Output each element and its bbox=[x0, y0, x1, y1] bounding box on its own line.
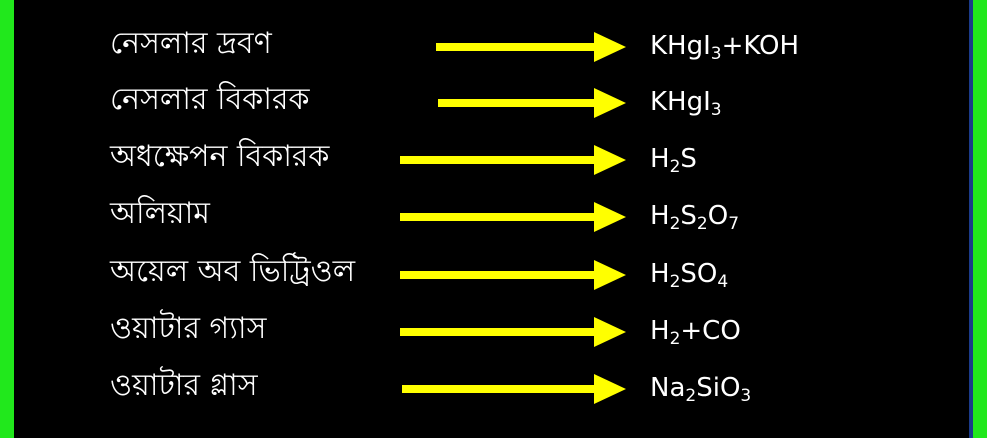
formula-label: $H_2+CO$ bbox=[650, 316, 741, 349]
list-item bbox=[0, 246, 987, 302]
arrow-right-icon bbox=[438, 88, 626, 118]
arrow-right-icon bbox=[436, 32, 626, 62]
list-item bbox=[0, 74, 987, 130]
list-item bbox=[0, 131, 987, 187]
arrow-right-icon bbox=[400, 202, 626, 232]
formula-label: KHgI$_3$+KOH bbox=[650, 31, 800, 64]
arrow-right-icon bbox=[400, 145, 626, 175]
formula-label: $H_2SO_4$ bbox=[650, 259, 729, 292]
term-label: ওয়াটার গ্যাস bbox=[110, 311, 267, 346]
formula-label: $H_2S_2O_7$ bbox=[650, 201, 740, 234]
term-label: অয়েল অব ভিট্রিওল bbox=[110, 254, 356, 289]
term-label: অলিয়াম bbox=[110, 196, 210, 231]
term-label: ওয়াটার গ্লাস bbox=[110, 368, 258, 403]
formula-label: KHgI$_3$ bbox=[650, 87, 722, 120]
term-label: নেসলার দ্রবণ bbox=[110, 26, 272, 61]
formula-label: $H_2S$ bbox=[650, 144, 697, 177]
term-label: নেসলার বিকারক bbox=[110, 82, 310, 117]
list-item bbox=[0, 360, 987, 416]
formula-label: $Na_2SiO_3$ bbox=[650, 373, 752, 406]
list-item bbox=[0, 18, 987, 74]
list-item bbox=[0, 188, 987, 244]
arrow-right-icon bbox=[402, 374, 626, 404]
term-label: অধক্ষেপন বিকারক bbox=[110, 139, 330, 174]
arrow-right-icon bbox=[400, 260, 626, 290]
arrow-right-icon bbox=[400, 317, 626, 347]
list-item bbox=[0, 303, 987, 359]
